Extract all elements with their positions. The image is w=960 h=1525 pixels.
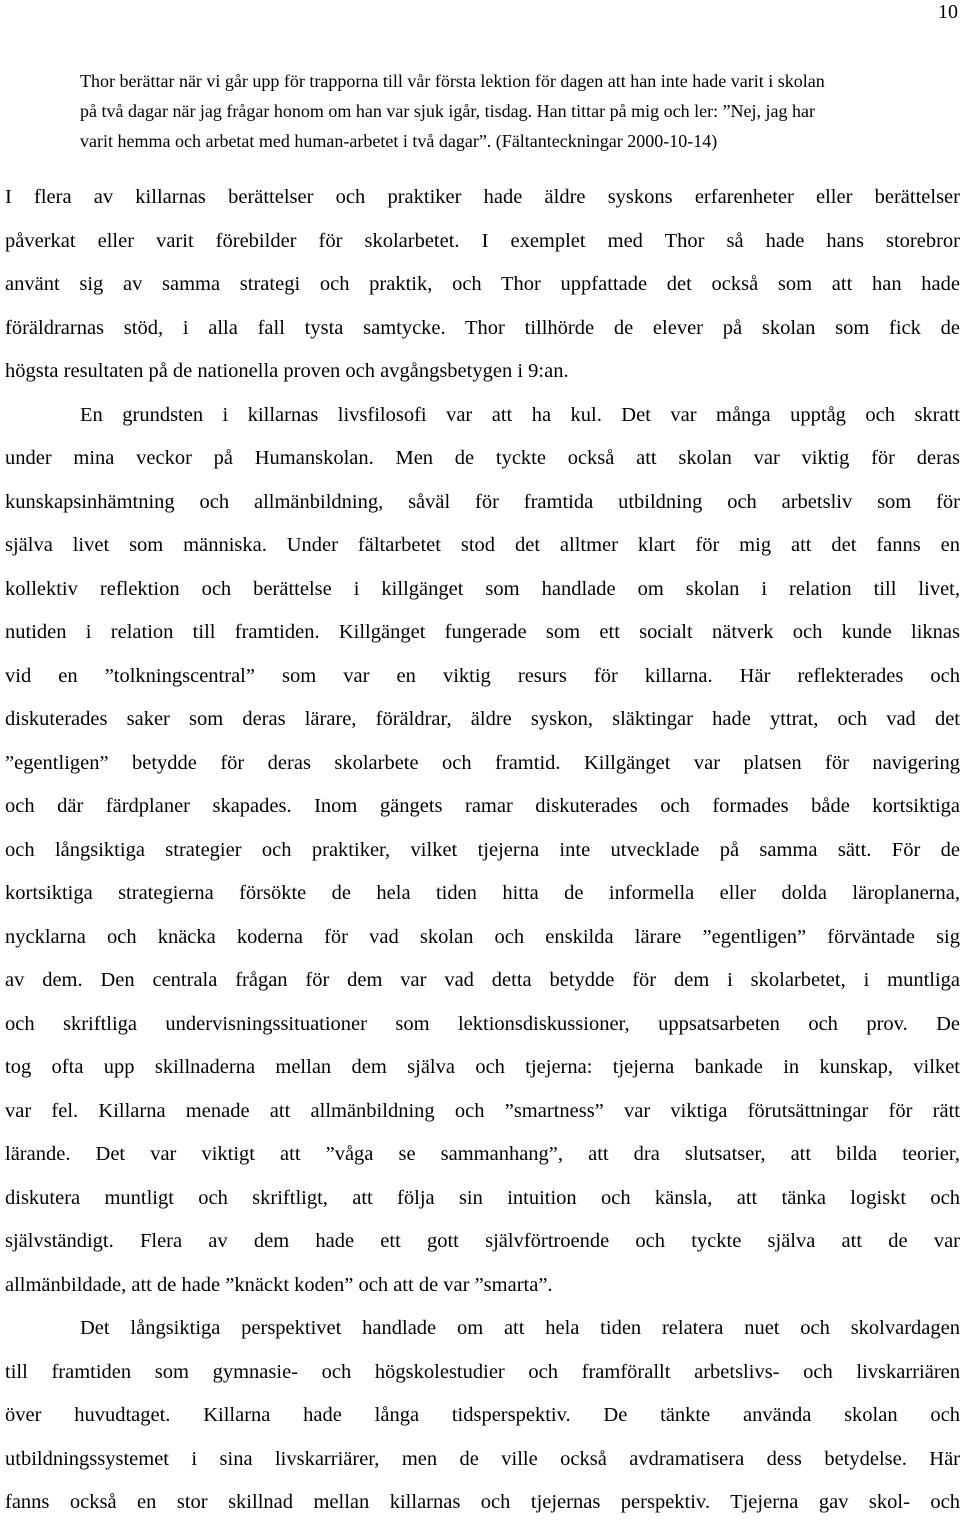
text-line: och skriftliga undervisningssituationer som lektionsdiskussioner, uppsatsarbeten och prov. De [5, 1012, 960, 1035]
body-text [5, 176, 960, 1525]
text-line: tog ofta upp skillnaderna mellan dem själva och tjejerna: tjejerna bankade in kunskap, vilket [5, 1056, 960, 1078]
text-line: av dem. Den centrala frågan för dem var vad detta betydde för dem i skolarbetet, i muntliga [5, 969, 960, 991]
paragraph-older-siblings [5, 176, 960, 394]
text-line: lärande. Det var viktigt att ”våga se sammanhang”, att dra slutsatser, att bilda teorier, [5, 1143, 960, 1165]
text-line: och långsiktiga strategier och praktiker, vilket tjejerna inte utvecklade på samma sätt. För de [5, 838, 960, 861]
quote-line: varit hemma och arbetat med human-arbetet i två dagar”. (Fältanteckningar 2000-10-14) [80, 131, 718, 151]
text-line: och där färdplaner skapades. Inom gängets ramar diskuterades och formades både kortsiktiga [5, 795, 960, 817]
quote-line: Thor berättar när vi går upp för trapporna till vår första lektion för dagen att han inte hade varit i skolan [80, 71, 825, 91]
text-line: under mina veckor på Humanskolan. Men de tyckte också att skolan var viktig för deras [5, 447, 960, 469]
text-line: självständigt. Flera av dem hade ett gott självförtroende och tyckte själva att de var [5, 1230, 960, 1252]
text-line: var fel. Killarna menade att allmänbildning och ”smartness” var viktiga förutsättningar för rätt [5, 1099, 960, 1122]
text-line: Det långsiktiga perspektivet handlade om att hela tiden relatera nuet och skolvardagen [80, 1317, 960, 1339]
paragraph-long-term-perspective [5, 1307, 960, 1525]
text-line: ”egentligen” betydde för deras skolarbete och framtid. Killgänget var platsen för navigering [5, 751, 960, 774]
text-line: nutiden i relation till framtiden. Killgänget fungerade som ett socialt nätverk och kunde liknas [5, 621, 960, 643]
paragraph-life-philosophy [5, 394, 960, 1308]
text-line: kortsiktiga strategierna försökte de hela tiden hitta de informella eller dolda läroplanerna, [5, 882, 960, 904]
text-line: I flera av killarnas berättelser och praktiker hade äldre syskons erfarenheter eller berättelser [5, 186, 960, 208]
text-line: själva livet som människa. Under fältarbetet stod det alltmer klart för mig att det fanns en [5, 534, 960, 556]
text-line: till framtiden som gymnasie- och högskolestudier och framförallt arbetslivs- och livskarriären [5, 1360, 960, 1383]
text-line: föräldrarnas stöd, i alla fall tysta samtycke. Thor tillhörde de elever på skolan som fick de [5, 316, 960, 339]
fieldnote-quote [80, 66, 960, 156]
text-line: kollektiv reflektion och berättelse i killgänget som handlade om skolan i relation till livet, [5, 577, 960, 600]
text-line: diskuterades saker som deras lärare, föräldrar, äldre syskon, släktingar hade yttrat, och vad det [5, 708, 960, 730]
text-line: allmänbildade, att de hade ”knäckt koden” och att de var ”smarta”. [5, 1273, 553, 1296]
text-line: diskutera muntligt och skriftligt, att följa sin intuition och känsla, att tänka logiskt och [5, 1186, 960, 1209]
text-line: kunskapsinhämtning och allmänbildning, såväl för framtida utbildning och arbetsliv som för [5, 490, 960, 513]
page-number: 10 [938, 1, 958, 23]
text-line: använt sig av samma strategi och praktik, och Thor uppfattade det också som att han hade [5, 273, 960, 295]
text-line: utbildningssystemet i sina livskarriärer, men de ville också avdramatisera dess betydelse. Här [5, 1447, 960, 1470]
text-line: nycklarna och knäcka koderna för vad skolan och enskilda lärare ”egentligen” förväntade sig [5, 925, 960, 948]
text-line: över huvudtaget. Killarna hade långa tidsperspektiv. De tänkte använda skolan och [5, 1404, 960, 1426]
text-line: påverkat eller varit förebilder för skolarbetet. I exemplet med Thor så hade hans storebror [5, 229, 960, 252]
text-line: En grundsten i killarnas livsfilosofi var att ha kul. Det var många upptåg och skratt [80, 403, 960, 426]
text-line: högsta resultaten på de nationella proven och avgångsbetygen i 9:an. [5, 360, 569, 382]
text-line: fanns också en stor skillnad mellan killarnas och tjejernas perspektiv. Tjejerna gav skol- och [5, 1491, 960, 1513]
quote-line: på två dagar när jag frågar honom om han var sjuk igår, tisdag. Han tittar på mig och ler: ”Nej, jag har [80, 101, 816, 121]
text-line: vid en ”tolkningscentral” som var en viktig resurs för killarna. Här reflekterades och [5, 664, 960, 687]
